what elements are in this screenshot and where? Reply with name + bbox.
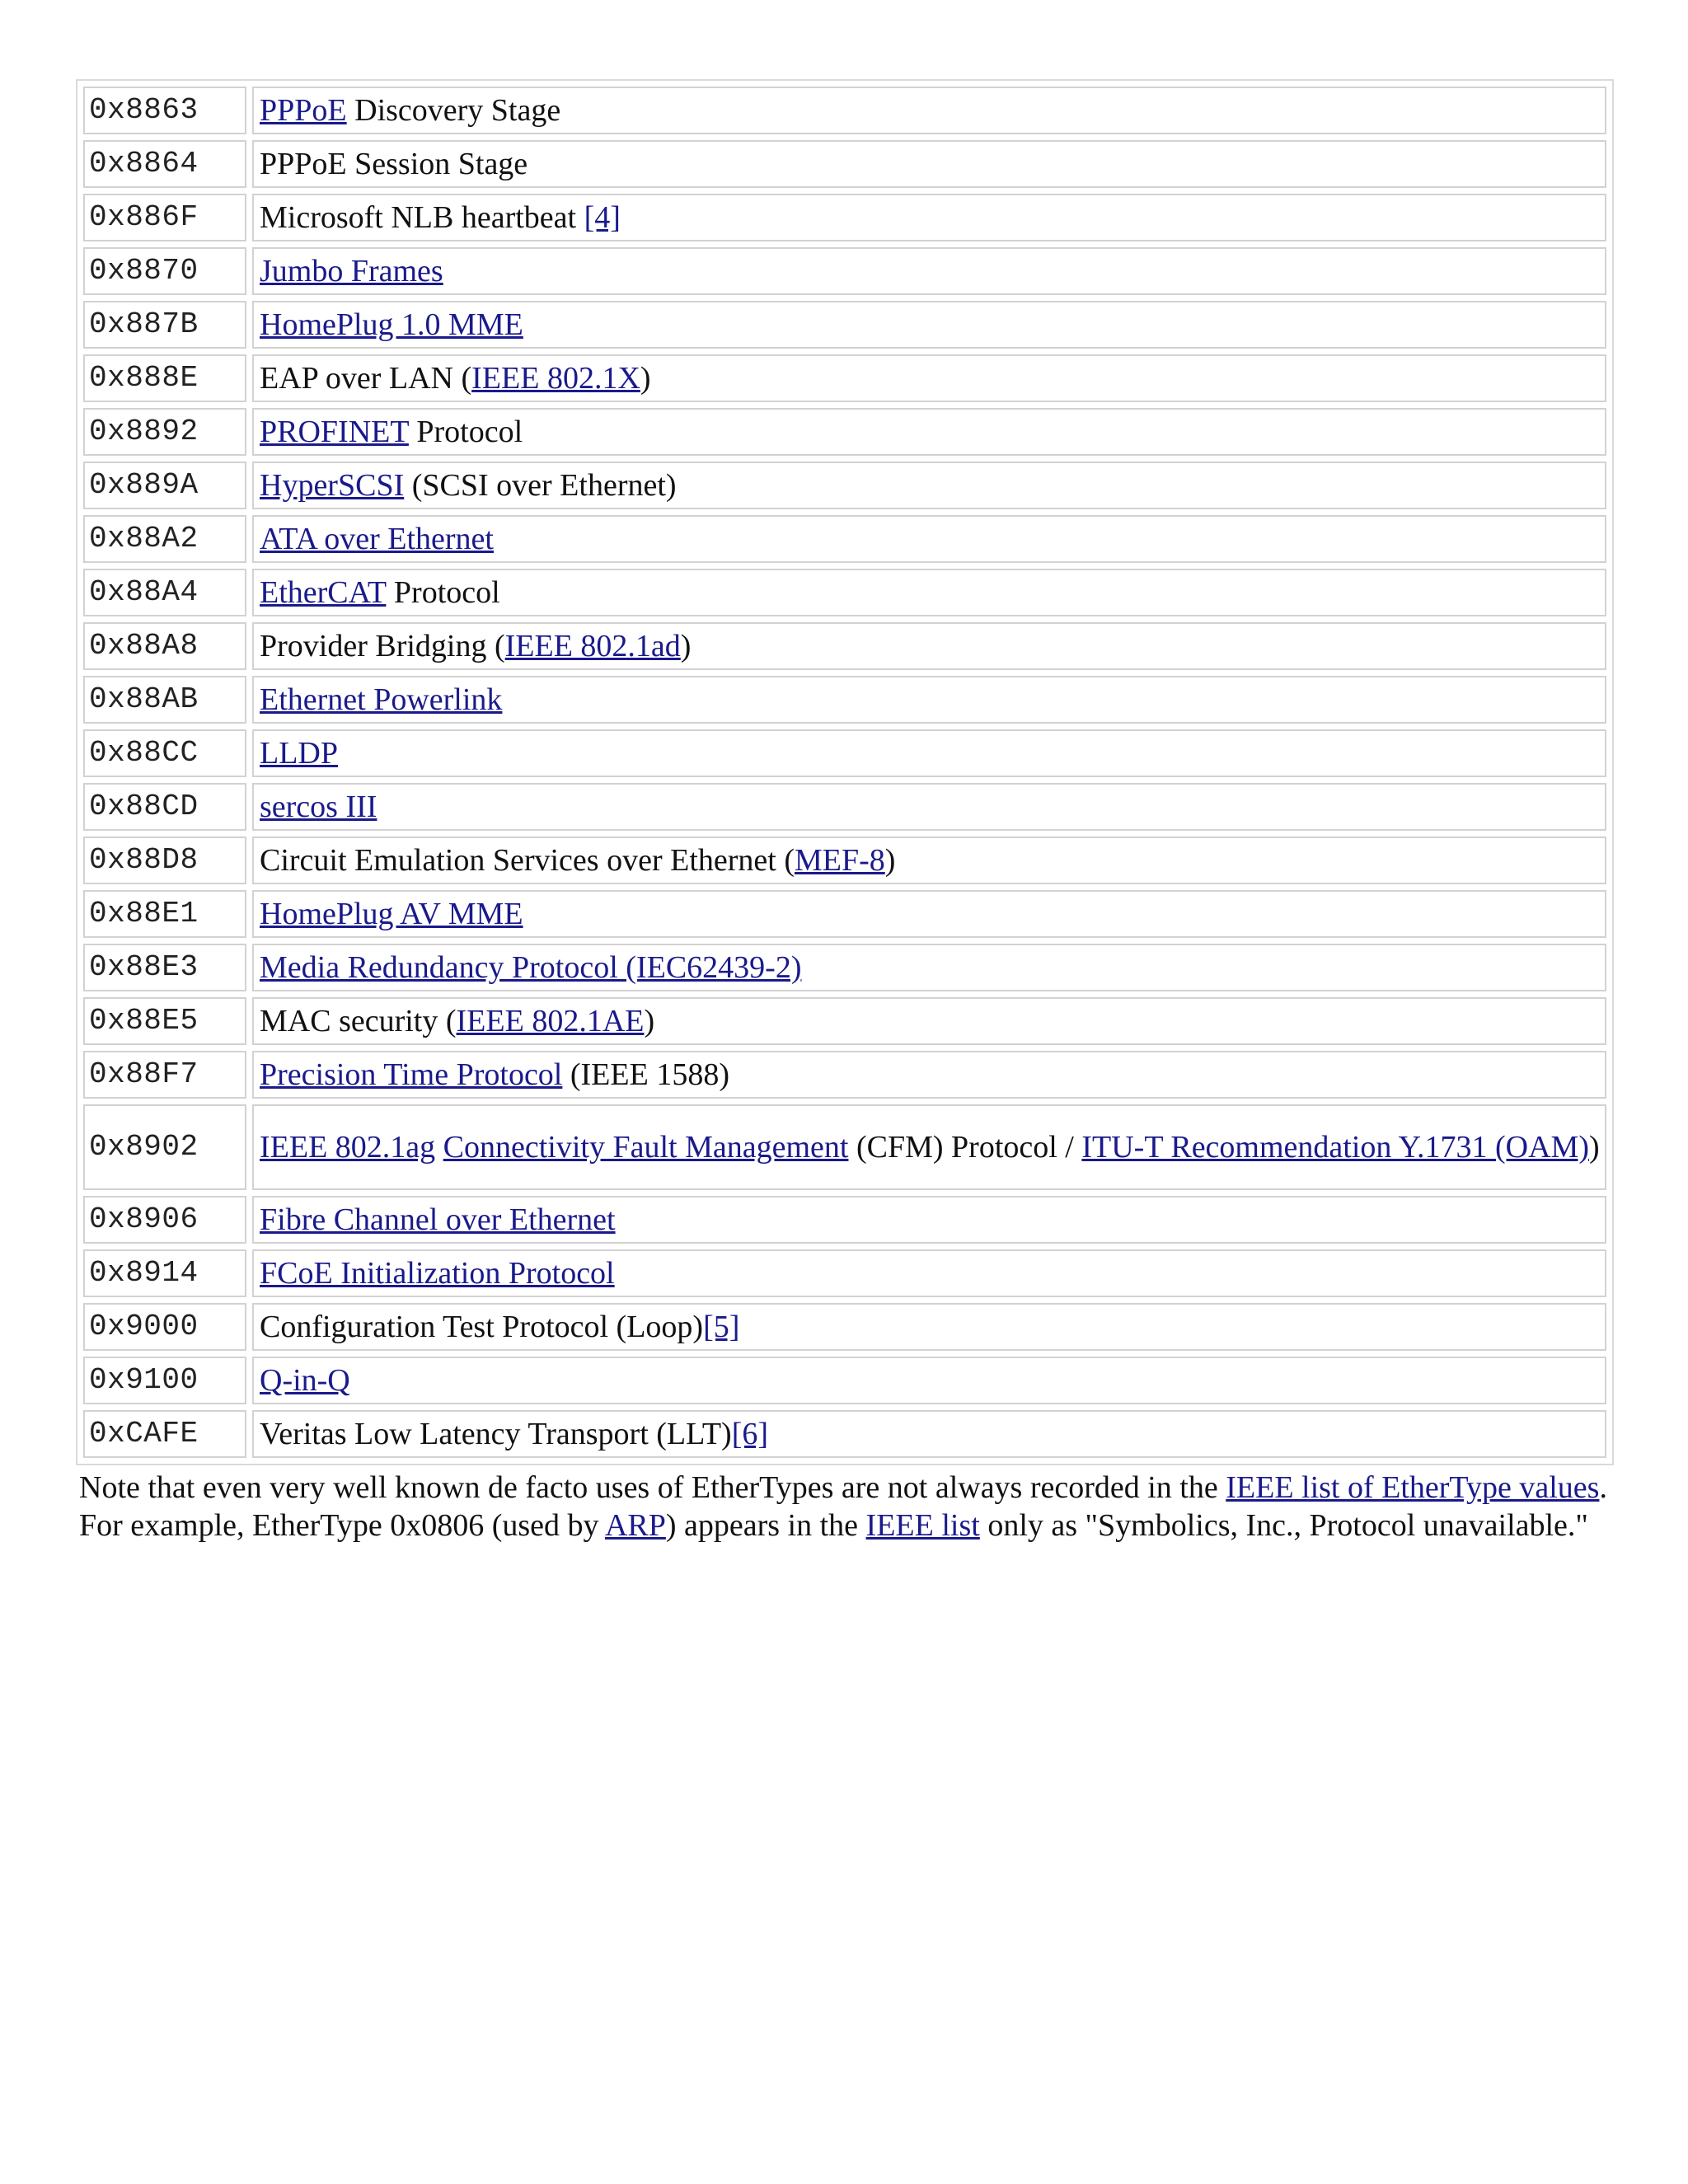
ethertype-code-cell: 0xCAFE <box>83 1410 246 1458</box>
ethertype-note <box>79 1469 1612 1544</box>
table-row <box>83 1104 1606 1190</box>
ethertype-code-cell: 0x886F <box>83 194 246 241</box>
ethertype-code-cell: 0x88A4 <box>83 569 246 616</box>
link-ethernet-powerlink[interactable]: Ethernet Powerlink <box>260 682 503 717</box>
ethertype-code-cell: 0x9100 <box>83 1357 246 1404</box>
table-row <box>83 194 1606 241</box>
link-homeplug-av-mme[interactable]: HomePlug AV MME <box>260 897 523 931</box>
link-connectivity-fault-management[interactable]: Connectivity Fault Management <box>443 1130 849 1165</box>
text-fragment: (IEEE 1588) <box>562 1057 729 1092</box>
link-lldp[interactable]: LLDP <box>260 736 338 771</box>
link-4[interactable]: [4] <box>584 200 621 235</box>
protocol-description-cell <box>252 247 1606 295</box>
link-homeplug-1-0-mme[interactable]: HomePlug 1.0 MME <box>260 307 523 342</box>
text-fragment: Note that even very well known de facto uses of EtherTypes are not always recorded in the <box>79 1470 1226 1505</box>
protocol-description-cell <box>252 354 1606 402</box>
link-5[interactable]: [5] <box>703 1310 740 1344</box>
table-row <box>83 837 1606 884</box>
table-row <box>83 569 1606 616</box>
text-fragment: (CFM) Protocol / <box>848 1130 1082 1165</box>
protocol-description-cell <box>252 997 1606 1045</box>
protocol-description-cell <box>252 622 1606 670</box>
text-fragment: ) appears in the <box>665 1508 866 1543</box>
ethertype-code-cell: 0x8870 <box>83 247 246 295</box>
ethertype-table <box>76 79 1614 1465</box>
link-media-redundancy-protocol-iec62439-2[interactable]: Media Redundancy Protocol (IEC62439-2) <box>260 950 802 985</box>
protocol-description-cell <box>252 1196 1606 1244</box>
table-row <box>83 997 1606 1045</box>
ethertype-code-cell: 0x88A8 <box>83 622 246 670</box>
ethertype-code-cell: 0x889A <box>83 462 246 509</box>
text-fragment: Discovery Stage <box>346 93 561 128</box>
ethertype-code-cell: 0x88CC <box>83 729 246 777</box>
link-ieee-list[interactable]: IEEE list <box>865 1508 980 1543</box>
table-row <box>83 354 1606 402</box>
text-fragment: only as "Symbolics, Inc., Protocol unavailable." <box>979 1508 1588 1543</box>
ethertype-code-cell: 0x88AB <box>83 676 246 724</box>
protocol-description-cell <box>252 1051 1606 1099</box>
link-arp[interactable]: ARP <box>604 1508 666 1543</box>
text-fragment: . For example, EtherType 0x0806 (used by <box>79 1470 1607 1543</box>
link-sercos-iii[interactable]: sercos III <box>260 790 377 824</box>
ethertype-code-cell: 0x887B <box>83 301 246 349</box>
table-row <box>83 515 1606 563</box>
text-fragment: ) <box>884 843 896 878</box>
protocol-description-cell <box>252 301 1606 349</box>
protocol-description-cell <box>252 1249 1606 1297</box>
table-row <box>83 87 1606 134</box>
ethertype-code-cell: 0x8906 <box>83 1196 246 1244</box>
protocol-description-cell <box>252 569 1606 616</box>
text-fragment: Configuration Test Protocol (Loop) <box>260 1310 704 1344</box>
table-row <box>83 462 1606 509</box>
table-row <box>83 140 1606 188</box>
table-row <box>83 729 1606 777</box>
ethertype-code-cell: 0x88A2 <box>83 515 246 563</box>
protocol-description-cell <box>252 462 1606 509</box>
link-mef-8[interactable]: MEF-8 <box>794 843 885 878</box>
link-ethercat[interactable]: EtherCAT <box>260 575 387 610</box>
page-content <box>76 79 1614 1544</box>
ethertype-code-cell: 0x8863 <box>83 87 246 134</box>
text-fragment: PPPoE Session Stage <box>260 147 528 181</box>
table-row <box>83 622 1606 670</box>
table-row <box>83 1357 1606 1404</box>
protocol-description-cell <box>252 194 1606 241</box>
ethertype-table-body <box>83 87 1606 1458</box>
protocol-description-cell <box>252 729 1606 777</box>
protocol-description-cell <box>252 1410 1606 1458</box>
text-fragment <box>435 1130 443 1165</box>
ethertype-code-cell: 0x888E <box>83 354 246 402</box>
protocol-description-cell <box>252 1104 1606 1190</box>
ethertype-code-cell: 0x88E5 <box>83 997 246 1045</box>
link-pppoe[interactable]: PPPoE <box>260 93 347 128</box>
text-fragment: Veritas Low Latency Transport (LLT) <box>260 1417 732 1451</box>
table-row <box>83 1249 1606 1297</box>
link-ieee-802-1ae[interactable]: IEEE 802.1AE <box>456 1004 645 1038</box>
link-fibre-channel-over-ethernet[interactable]: Fibre Channel over Ethernet <box>260 1202 616 1237</box>
table-row <box>83 676 1606 724</box>
link-ieee-802-1x[interactable]: IEEE 802.1X <box>471 361 640 396</box>
ethertype-code-cell: 0x8902 <box>83 1104 246 1190</box>
text-fragment: Protocol <box>386 575 500 610</box>
text-fragment: EAP over LAN ( <box>260 361 472 396</box>
protocol-description-cell <box>252 944 1606 991</box>
text-fragment: MAC security ( <box>260 1004 457 1038</box>
text-fragment: Circuit Emulation Services over Ethernet ( <box>260 843 795 878</box>
text-fragment: (SCSI over Ethernet) <box>404 468 677 503</box>
protocol-description-cell <box>252 783 1606 831</box>
protocol-description-cell <box>252 408 1606 456</box>
table-row <box>83 1303 1606 1351</box>
text-fragment: Protocol <box>408 415 523 449</box>
ethertype-code-cell: 0x88CD <box>83 783 246 831</box>
ethertype-code-cell: 0x9000 <box>83 1303 246 1351</box>
ethertype-code-cell: 0x8892 <box>83 408 246 456</box>
link-itu-t-recommendation-y-1731-oam[interactable]: ITU-T Recommendation Y.1731 (OAM) <box>1081 1130 1590 1165</box>
protocol-description-cell <box>252 1303 1606 1351</box>
table-row <box>83 301 1606 349</box>
table-row <box>83 944 1606 991</box>
table-row <box>83 1196 1606 1244</box>
table-row <box>83 1410 1606 1458</box>
link-jumbo-frames[interactable]: Jumbo Frames <box>260 254 443 288</box>
link-6[interactable]: [6] <box>731 1417 769 1451</box>
ethertype-code-cell: 0x88F7 <box>83 1051 246 1099</box>
table-row <box>83 247 1606 295</box>
protocol-description-cell <box>252 890 1606 938</box>
link-ieee-list-of-ethertype-values[interactable]: IEEE list of EtherType values <box>1226 1470 1600 1505</box>
link-ieee-802-1ag[interactable]: IEEE 802.1ag <box>260 1130 436 1165</box>
table-row <box>83 1051 1606 1099</box>
table-row <box>83 408 1606 456</box>
text-fragment: ) <box>644 1004 655 1038</box>
protocol-description-cell <box>252 837 1606 884</box>
protocol-description-cell <box>252 87 1606 134</box>
text-fragment: ) <box>640 361 651 396</box>
link-ata-over-ethernet[interactable]: ATA over Ethernet <box>260 522 494 556</box>
ethertype-code-cell: 0x8864 <box>83 140 246 188</box>
table-row <box>83 890 1606 938</box>
protocol-description-cell <box>252 140 1606 188</box>
link-profinet[interactable]: PROFINET <box>260 415 409 449</box>
table-row <box>83 783 1606 831</box>
ethertype-code-cell: 0x88E3 <box>83 944 246 991</box>
link-q-in-q[interactable]: Q-in-Q <box>260 1363 350 1398</box>
text-fragment: ) <box>1589 1130 1600 1165</box>
text-fragment: Provider Bridging ( <box>260 629 505 663</box>
protocol-description-cell <box>252 676 1606 724</box>
ethertype-code-cell: 0x8914 <box>83 1249 246 1297</box>
ethertype-code-cell: 0x88D8 <box>83 837 246 884</box>
link-ieee-802-1ad[interactable]: IEEE 802.1ad <box>504 629 681 663</box>
protocol-description-cell <box>252 515 1606 563</box>
protocol-description-cell <box>252 1357 1606 1404</box>
ethertype-code-cell: 0x88E1 <box>83 890 246 938</box>
text-fragment: ) <box>680 629 692 663</box>
text-fragment: Microsoft NLB heartbeat <box>260 200 584 235</box>
link-precision-time-protocol[interactable]: Precision Time Protocol <box>260 1057 563 1092</box>
link-hyperscsi[interactable]: HyperSCSI <box>260 468 405 503</box>
link-fcoe-initialization-protocol[interactable]: FCoE Initialization Protocol <box>260 1256 615 1291</box>
